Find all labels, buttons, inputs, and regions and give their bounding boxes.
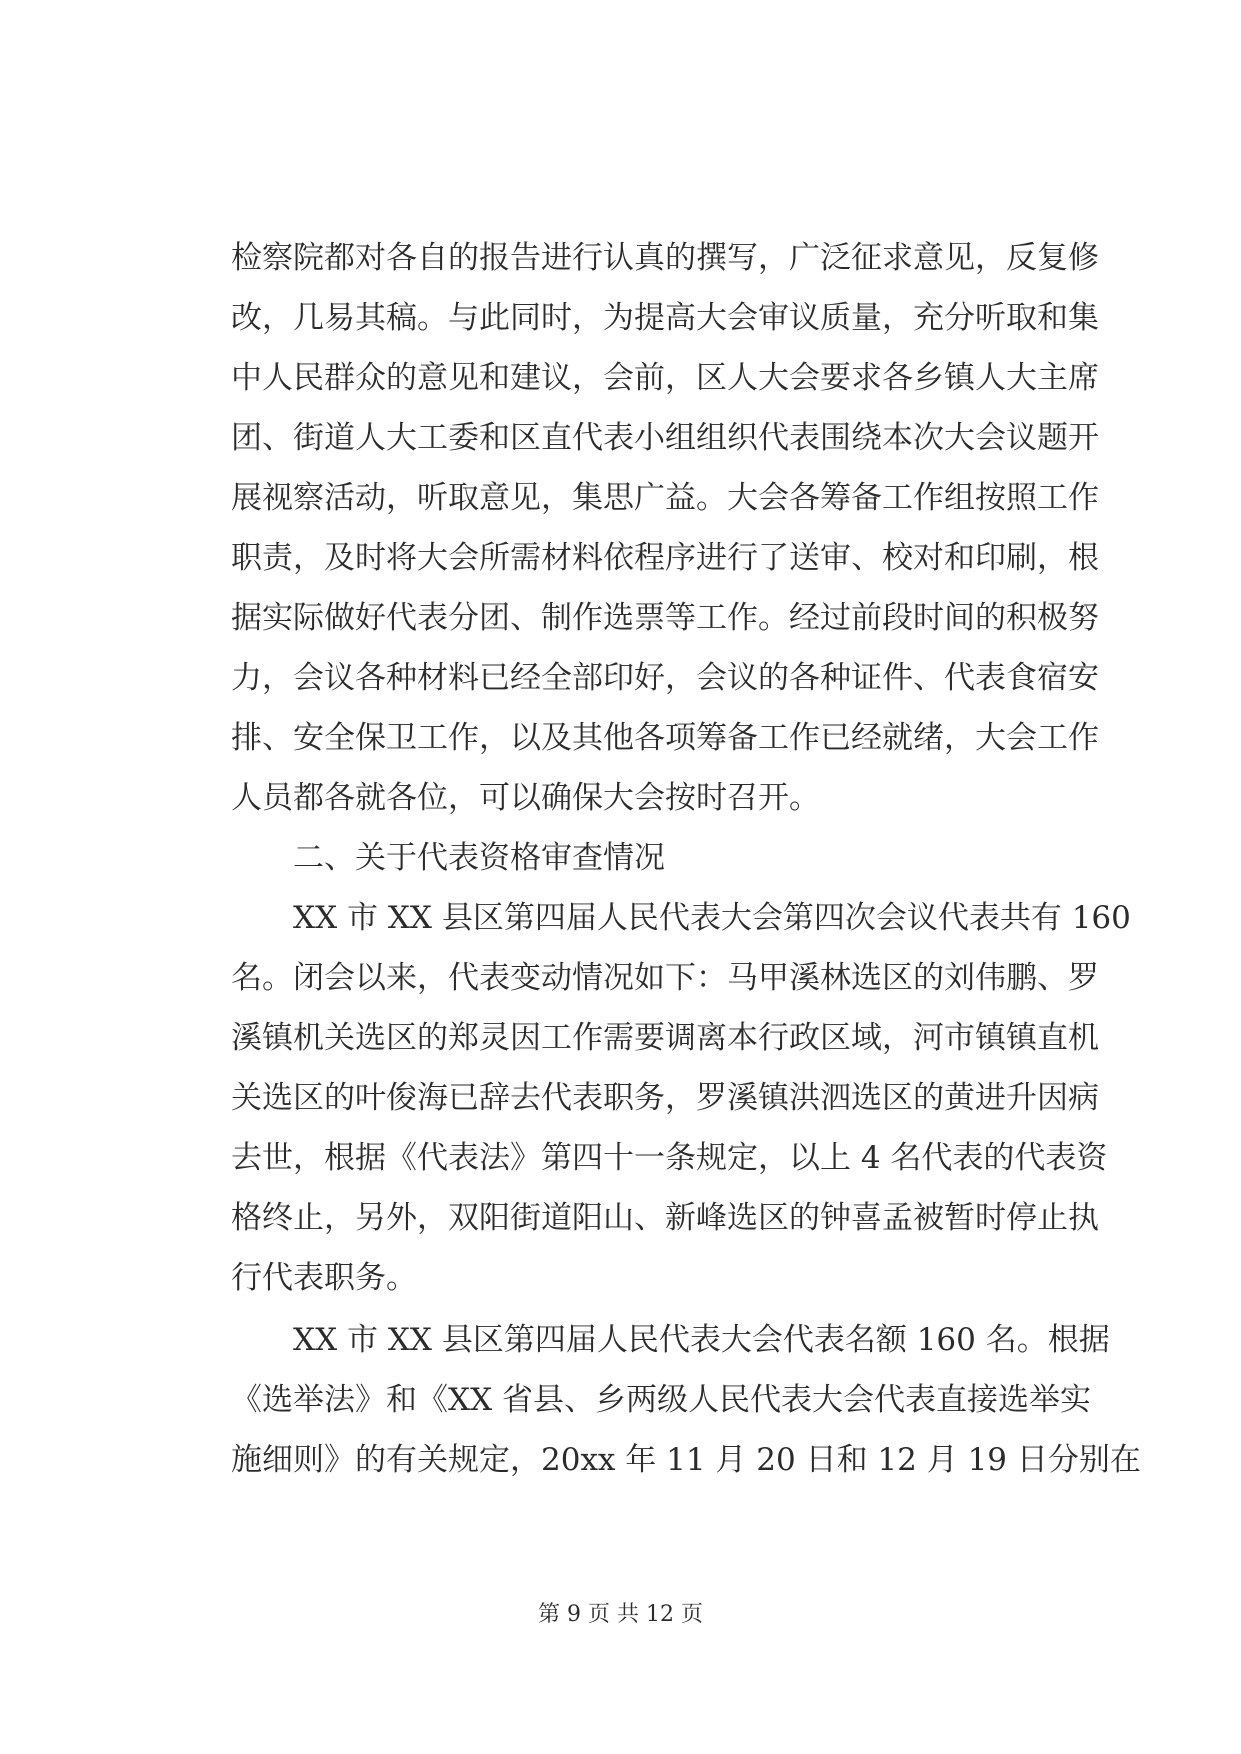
body-line: 关选区的叶俊海已辞去代表职务，罗溪镇洪泗选区的黄进升因病 [231, 1080, 1099, 1116]
section-heading: 二、关于代表资格审查情况 [231, 840, 665, 876]
body-line: 去世，根据《代表法》第四十一条规定，以上 4 名代表的代表资 [231, 1140, 1108, 1176]
body-line: XX 市 XX 县区第四届人民代表大会第四次会议代表共有 160 [231, 900, 1131, 936]
body-line: 展视察活动，听取意见，集思广益。大会各筹备工作组按照工作 [231, 480, 1099, 516]
body-line: XX 市 XX 县区第四届人民代表大会代表名额 160 名。根据 [231, 1322, 1110, 1358]
body-line: 施细则》的有关规定，20xx 年 11 月 20 日和 12 月 19 日分别在 [231, 1442, 1141, 1478]
body-line: 排、安全保卫工作，以及其他各项筹备工作已经就绪，大会工作 [231, 720, 1099, 756]
body-line: 格终止，另外，双阳街道阳山、新峰选区的钟喜孟被暂时停止执 [231, 1200, 1099, 1236]
body-line: 中人民群众的意见和建议，会前，区人大会要求各乡镇人大主席 [231, 360, 1099, 396]
body-line: 人员都各就各位，可以确保大会按时召开。 [231, 780, 820, 816]
body-line: 据实际做好代表分团、制作选票等工作。经过前段时间的积极努 [231, 600, 1099, 636]
body-line: 改，几易其稿。与此同时，为提高大会审议质量，充分听取和集 [231, 300, 1099, 336]
body-line: 力，会议各种材料已经全部印好，会议的各种证件、代表食宿安 [231, 660, 1099, 696]
body-line: 溪镇机关选区的郑灵因工作需要调离本行政区域，河市镇镇直机 [231, 1020, 1099, 1056]
body-line: 团、街道人大工委和区直代表小组组织代表围绕本次大会议题开 [231, 420, 1099, 456]
body-line: 《选举法》和《XX 省县、乡两级人民代表大会代表直接选举实 [231, 1382, 1091, 1418]
page-footer: 第 9 页 共 12 页 [538, 1602, 703, 1627]
body-line: 检察院都对各自的报告进行认真的撰写，广泛征求意见，反复修 [231, 240, 1099, 276]
document-body [231, 228, 1141, 1490]
body-line: 职责，及时将大会所需材料依程序进行了送审、校对和印刷，根 [231, 540, 1099, 576]
body-line: 行代表职务。 [231, 1260, 417, 1296]
body-line: 名。闭会以来，代表变动情况如下：马甲溪林选区的刘伟鹏、罗 [231, 960, 1099, 996]
